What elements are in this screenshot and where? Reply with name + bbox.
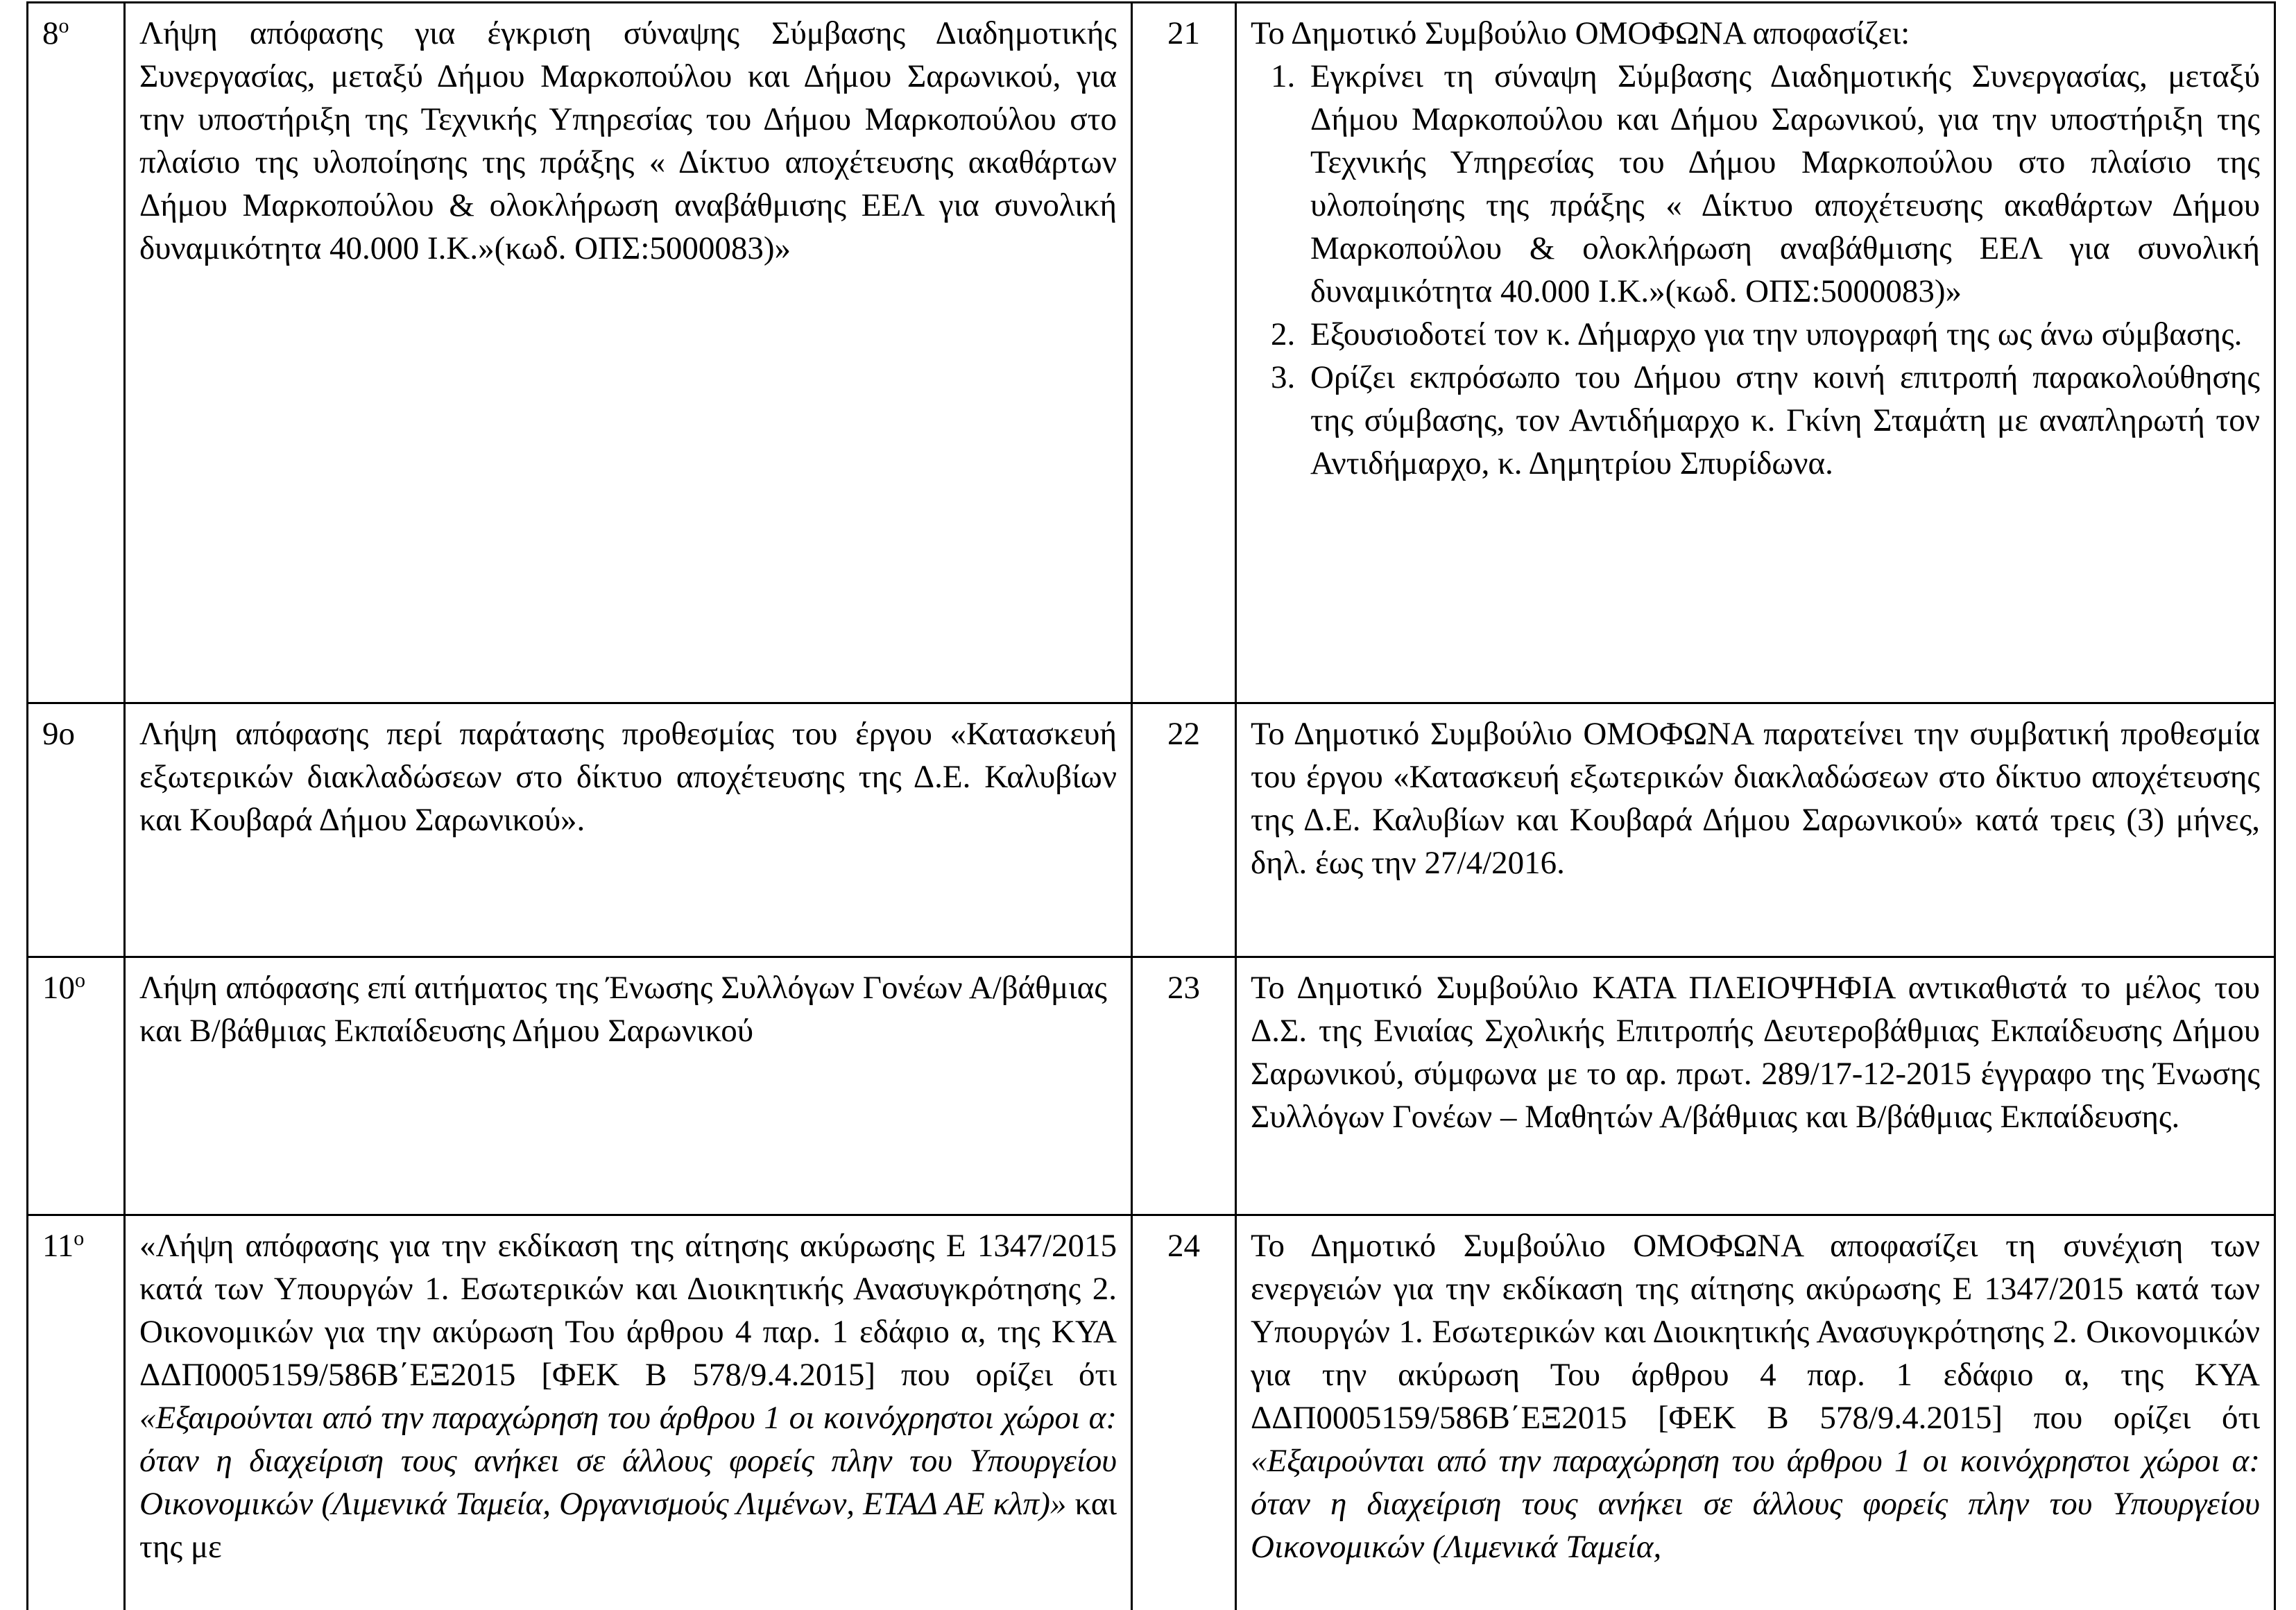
decision-cell — [1236, 957, 2275, 1215]
agenda-subject: Λήψη απόφασης για έγκριση σύναψης Σύμβασης Διαδημοτικής Συνεργασίας, μεταξύ Δήμου Μαρκοπούλου και Δήμου Σαρωνικού, για την υποστήριξη της Τεχνικής Υπηρεσίας του Δήμου Μαρκοπούλου στο πλαίσιο της υλοποίησης της πράξης « Δίκτυο αποχέτευσης ακαθάρτων Δήμου Μαρκοπούλου & ολοκλήρωση αναβάθμισης ΕΕΛ για συνολική δυναμικότητα 40.000 Ι.Κ.»(κωδ. ΟΠΣ:5000083)» — [139, 15, 1117, 266]
agenda-subject: Λήψη απόφασης περί παράτασης προθεσμίας του έργου «Κατασκευή εξωτερικών διακλαδώσεων στο δίκτυο αποχέτευσης της Δ.Ε. Καλυβίων και Κουβαρά Δήμου Σαρωνικού». — [139, 716, 1117, 838]
agenda-subject: Λήψη απόφασης επί αιτήματος της Ένωσης Συλλόγων Γονέων Α/βάθμιας και Β/βάθμιας Εκπαίδευσης Δήμου Σαρωνικού — [139, 970, 1107, 1049]
decision-number: 22 — [1167, 716, 1200, 752]
decision-list — [1251, 55, 2260, 485]
decision-cell — [1236, 1215, 2275, 1610]
decision-number: 21 — [1167, 15, 1200, 51]
decision-text: Το Δημοτικό Συμβούλιο ΟΜΟΦΩΝΑ παρατείνει την συμβατική προθεσμία του έργου «Κατασκευή εξωτερικών διακλαδώσεων στο δίκτυο αποχέτευσης της Δ.Ε. Καλυβίων και Κουβαρά Δήμου Σαρωνικού» κατά τρεις (3) μήνες, δηλ. έως την 27/4/2016. — [1251, 716, 2260, 881]
agenda-subject-cell — [125, 1215, 1132, 1610]
agenda-row — [28, 1215, 2275, 1610]
agenda-number: $8^o$ — [42, 14, 69, 51]
decision-cell — [1236, 703, 2275, 957]
agenda-subject-cell — [125, 957, 1132, 1215]
agenda-number: 9ο — [42, 716, 75, 752]
decision-number: 24 — [1167, 1228, 1200, 1264]
decision-number-cell — [1132, 1215, 1236, 1610]
agenda-number: $11^o$ — [42, 1226, 85, 1264]
decision-cell — [1236, 3, 2275, 703]
agenda-row — [28, 3, 2275, 703]
agenda-number-cell — [28, 1215, 125, 1610]
decision-text: Το Δημοτικό Συμβούλιο ΟΜΟΦΩΝΑ αποφασίζει τη συνέχιση των ενεργειών για την εκδίκαση της αίτησης ακύρωσης Ε 1347/2015 κατά των Υπουργών 1. Εσωτερικών και Διοικητικής Ανασυγκρότησης 2. Οικονομικών για την ακύρωση Του άρθρου 4 παρ. 1 εδάφιο α, της ΚΥΑ ΔΔΠ0005159/586Β΄ΕΞ2015 [ΦΕΚ Β 578/9.4.2015] που ορίζει ότι — [1251, 1228, 2260, 1436]
agenda-subject: «Λήψη απόφασης για την εκδίκαση της αίτησης ακύρωσης Ε 1347/2015 κατά των Υπουργών 1. Εσωτερικών και Διοικητικής Ανασυγκρότησης 2. Οικονομικών για την ακύρωση Του άρθρου 4 παρ. 1 εδάφιο α, της ΚΥΑ ΔΔΠ0005159/586Β΄ΕΞ2015 [ΦΕΚ Β 578/9.4.2015] που ορίζει ότι — [139, 1228, 1117, 1393]
agenda-number-cell — [28, 703, 125, 957]
agenda-subject-quote: «Εξαιρούνται από την παραχώρηση του άρθρου 1 οι κοινόχρηστοι χώροι α: όταν η διαχείριση τους ανήκει σε άλλους φορείς πλην του Υπουργείου Οικονομικών (Λιμενικά Ταμεία, Οργανισμούς Λιμένων, ΕΤΑΔ ΑΕ κλπ)» — [139, 1400, 1117, 1522]
agenda-subject-cell — [125, 3, 1132, 703]
minutes-table — [26, 1, 2276, 1610]
decision-number-cell — [1132, 957, 1236, 1215]
agenda-row — [28, 703, 2275, 957]
agenda-number: $10^o$ — [42, 968, 85, 1006]
decision-item: 2. Εξουσιοδοτεί τον κ. Δήμαρχο για την υπογραφή της ως άνω σύμβασης. — [1303, 313, 2260, 356]
decision-number-cell — [1132, 3, 1236, 703]
agenda-subject-tail: και της με — [139, 1486, 1117, 1565]
decision-intro: Το Δημοτικό Συμβούλιο ΟΜΟΦΩΝΑ αποφασίζει: — [1251, 15, 1910, 51]
decision-quote: «Εξαιρούνται από την παραχώρηση του άρθρου 1 οι κοινόχρηστοι χώροι α: όταν η διαχείριση τους ανήκει σε άλλους φορείς πλην του Υπουργείου Οικονομικών (Λιμενικά Ταμεία, — [1251, 1443, 2260, 1565]
decision-text: Το Δημοτικό Συμβούλιο ΚΑΤΑ ΠΛΕΙΟΨΗΦΙΑ αντικαθιστά το μέλος του Δ.Σ. της Ενιαίας Σχολικής Επιτροπής Δευτεροβάθμιας Εκπαίδευσης Δήμου Σαρωνικού, σύμφωνα με το αρ. πρωτ. 289/17-12-2015 έγγραφο της Ένωσης Συλλόγων Γονέων – Μαθητών Α/βάθμιας και Β/βάθμιας Εκπαίδευσης. — [1251, 970, 2260, 1135]
decision-number: 23 — [1167, 970, 1200, 1006]
decision-number-cell — [1132, 703, 1236, 957]
agenda-row — [28, 957, 2275, 1215]
decision-item: 1. Εγκρίνει τη σύναψη Σύμβασης Διαδημοτικής Συνεργασίας, μεταξύ Δήμου Μαρκοπούλου και Δήμου Σαρωνικού, για την υποστήριξη της Τεχνικής Υπηρεσίας του Δήμου Μαρκοπούλου στο πλαίσιο της υλοποίησης της πράξης « Δίκτυο αποχέτευσης ακαθάρτων Δήμου Μαρκοπούλου & ολοκλήρωση αναβάθμισης ΕΕΛ για συνολική δυναμικότητα 40.000 Ι.Κ.»(κωδ. ΟΠΣ:5000083)» — [1303, 55, 2260, 313]
decision-item: 3. Ορίζει εκπρόσωπο του Δήμου στην κοινή επιτροπή παρακολούθησης της σύμβασης, τον Αντιδήμαρχο κ. Γκίνη Σταμάτη με αναπληρωτή τον Αντιδήμαρχο, κ. Δημητρίου Σπυρίδωνα. — [1303, 356, 2260, 485]
agenda-subject-cell — [125, 703, 1132, 957]
agenda-number-cell — [28, 957, 125, 1215]
agenda-number-cell — [28, 3, 125, 703]
